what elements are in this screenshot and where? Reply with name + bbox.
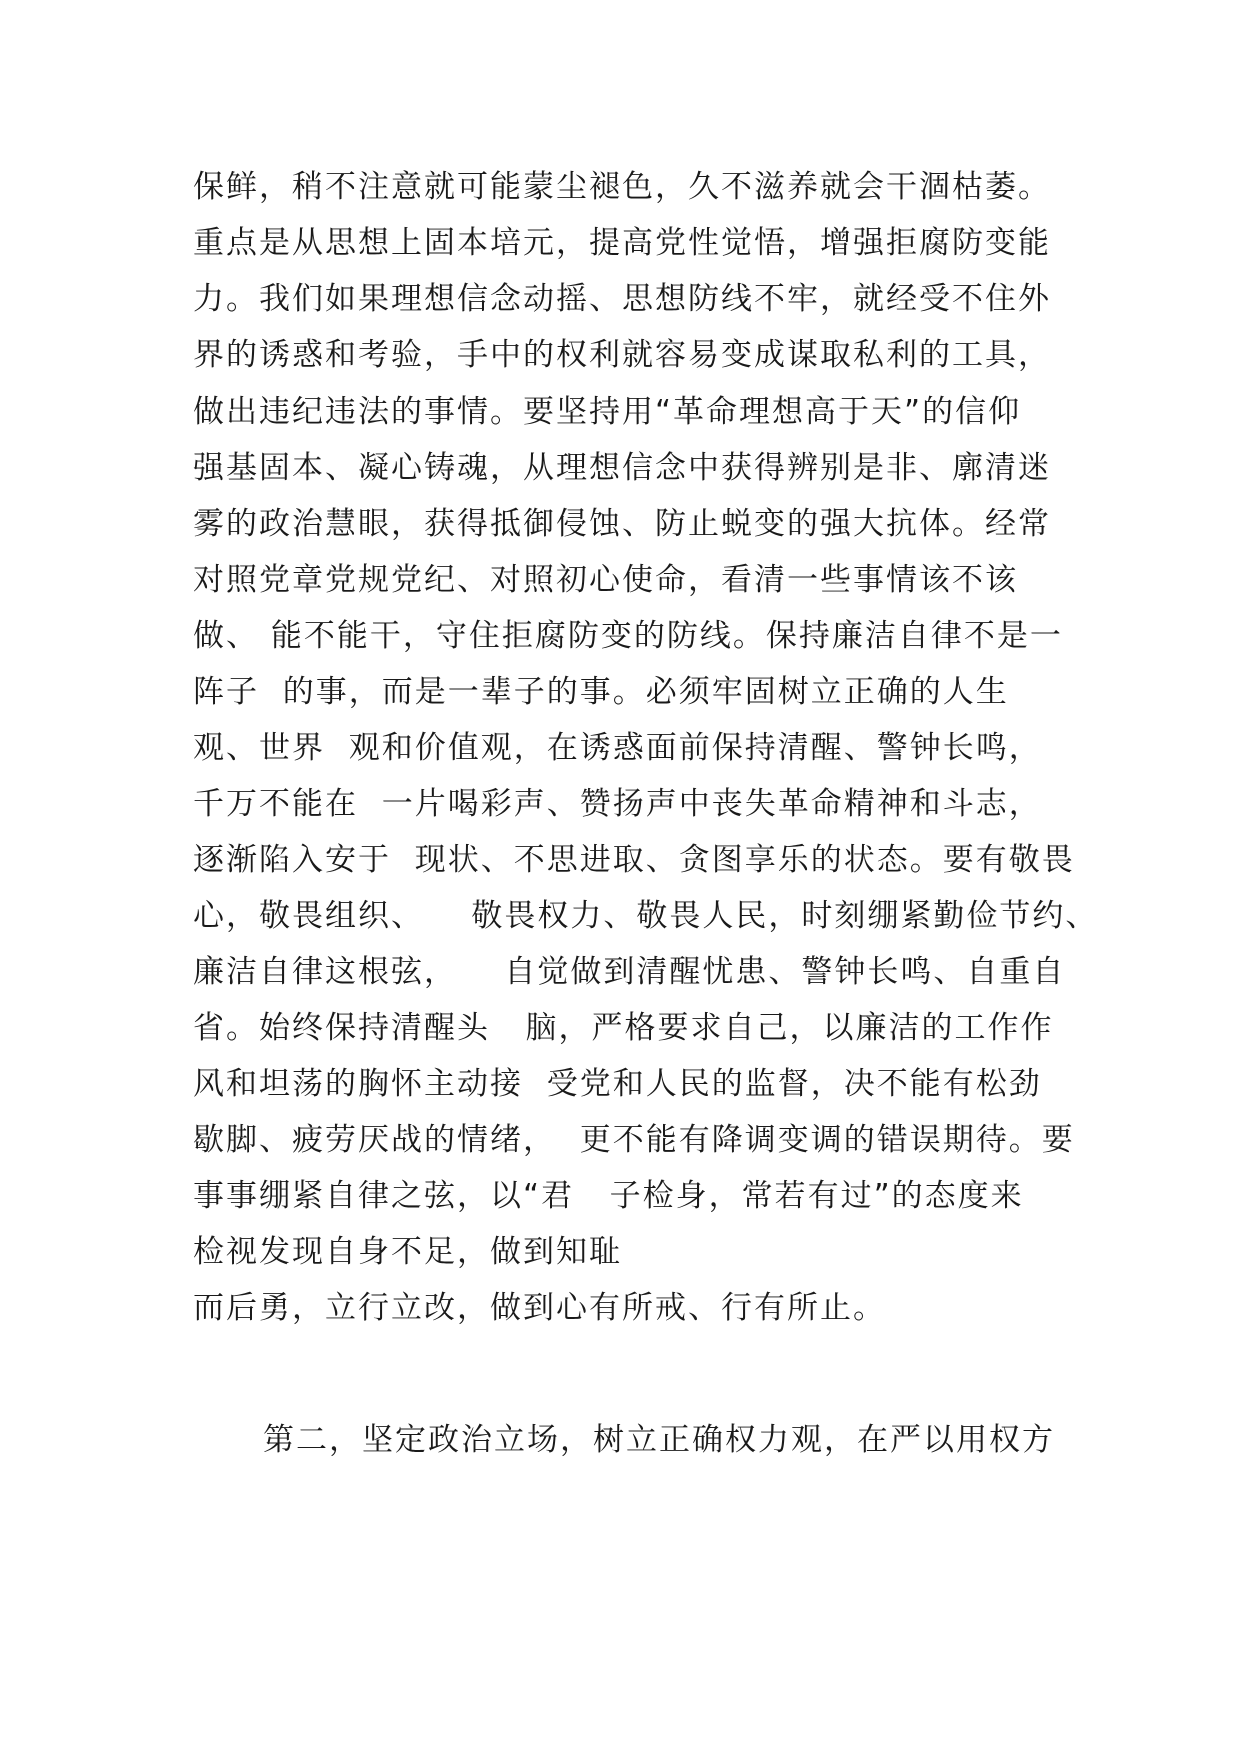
paragraph-line-20: 检视发现自身不足，做到知耻	[193, 1234, 622, 1270]
paragraph-line-11: 观、世界 观和价值观，在诱惑面前保持清醒、警钟长鸣，	[193, 730, 1042, 766]
paragraph-line-13: 逐渐陷入安于 现状、不思进取、贪图享乐的状态。要有敬畏	[193, 842, 1075, 878]
paragraph-line-6: 强基固本、凝心铸魂，从理想信念中获得辨别是非、廓清迷	[193, 450, 1051, 486]
paragraph-line-8: 对照党章党规党纪、对照初心使命，看清一些事情该不该	[193, 562, 1018, 598]
paragraph-line-12: 千万不能在 一片喝彩声、赞扬声中丧失革命精神和斗志，	[193, 786, 1042, 822]
paragraph-line-9: 做、 能不能干，守住拒腐防变的防线。保持廉洁自律不是一	[193, 618, 1063, 654]
paragraph-line-16: 省。始终保持清醒头 脑，严格要求自己，以廉洁的工作作	[193, 1010, 1054, 1046]
paragraph-line-18: 歇脚、疲劳厌战的情绪， 更不能有降调变调的错误期待。要	[193, 1122, 1075, 1158]
paragraph-line-19: 事事绷紧自律之弦，以“君 子检身，常若有过”的态度来	[193, 1178, 1024, 1214]
paragraph-line-14: 心，敬畏组织、 敬畏权力、敬畏人民，时刻绷紧勤俭节约、	[193, 898, 1099, 934]
paragraph-line-15: 廉洁自律这根弦， 自觉做到清醒忧患、警钟长鸣、自重自	[193, 954, 1066, 990]
section-heading: 第二，坚定政治立场，树立正确权力观，在严以用权方	[263, 1422, 1055, 1458]
paragraph-line-10: 阵子 的事，而是一辈子的事。必须牢固树立正确的人生	[193, 674, 1009, 710]
paragraph-line-5: 做出违纪违法的事情。要坚持用“革命理想高于天”的信仰	[193, 394, 1022, 430]
paragraph-line-2: 重点是从思想上固本培元，提高党性觉悟，增强拒腐防变能	[193, 225, 1051, 261]
paragraph-line-7: 雾的政治慧眼，获得抵御侵蚀、防止蜕变的强大抗体。经常	[193, 506, 1051, 542]
paragraph-line-17: 风和坦荡的胸怀主动接 受党和人民的监督，决不能有松劲	[193, 1066, 1042, 1102]
paragraph-line-21: 而后勇，立行立改，做到心有所戒、行有所止。	[193, 1290, 886, 1326]
paragraph-line-1: 保鲜，稍不注意就可能蒙尘褪色，久不滋养就会干涸枯萎。	[193, 169, 1051, 205]
paragraph-line-3: 力。我们如果理想信念动摇、思想防线不牢，就经受不住外	[193, 281, 1051, 317]
paragraph-line-4: 界的诱惑和考验，手中的权利就容易变成谋取私利的工具，	[193, 337, 1051, 373]
